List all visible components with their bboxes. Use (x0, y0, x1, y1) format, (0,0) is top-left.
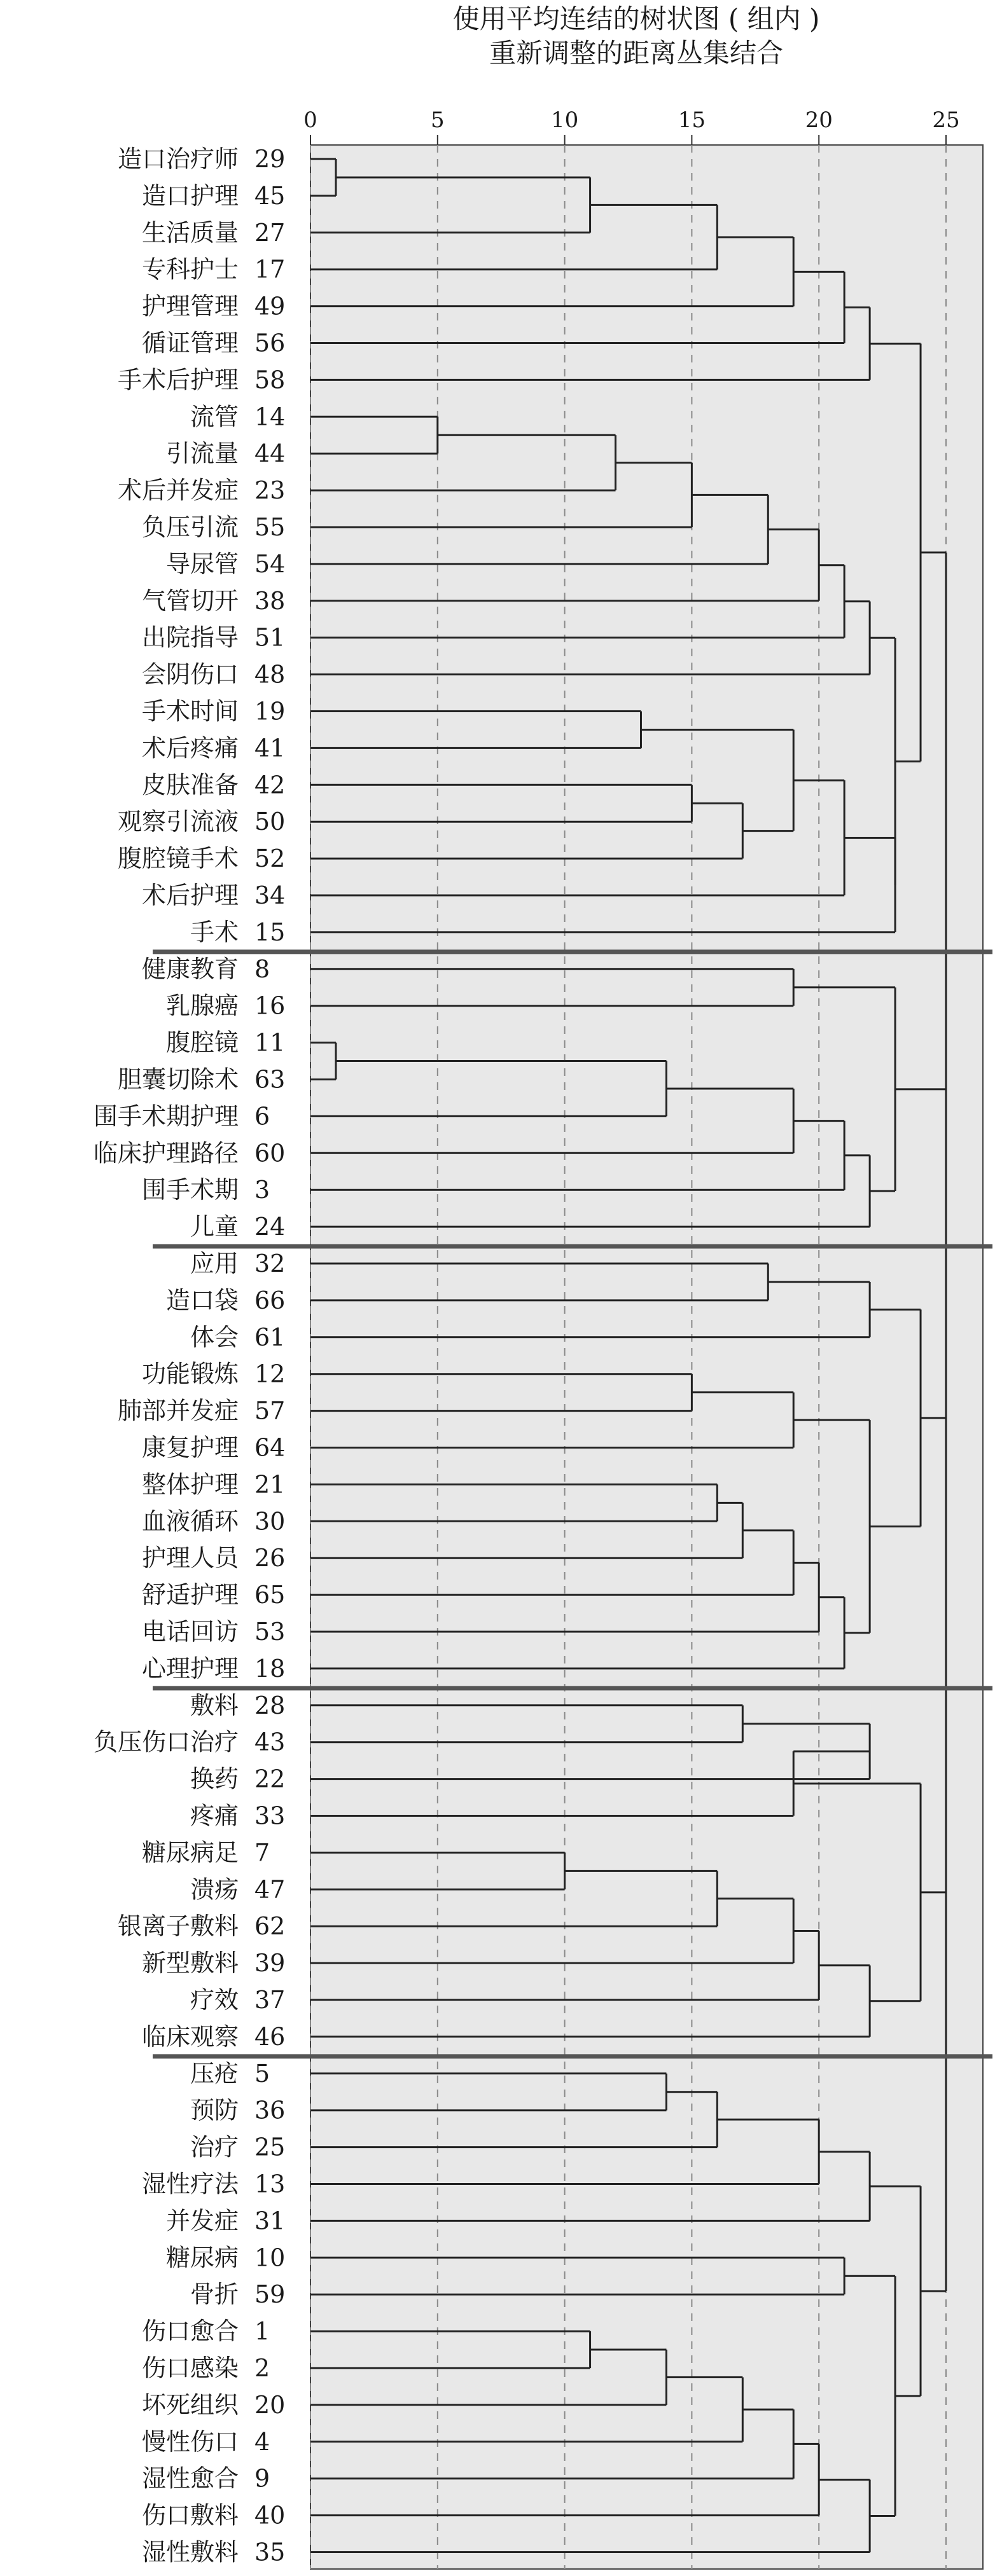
leaf-id: 54 (254, 549, 286, 578)
leaf-id: 40 (254, 2501, 286, 2530)
leaf-label: 手术后护理 (117, 366, 239, 394)
leaf-id: 21 (254, 1470, 286, 1499)
leaf-label: 新型敷料 (141, 1949, 239, 1978)
leaf-id: 65 (254, 1581, 286, 1609)
leaf-id: 55 (254, 513, 286, 541)
leaf-id: 62 (254, 1912, 286, 1941)
leaf-label: 观察引流液 (117, 808, 239, 836)
leaf-id: 52 (254, 844, 286, 873)
leaf-id: 35 (254, 2538, 286, 2566)
leaf-id: 17 (254, 255, 286, 284)
leaf-id: 6 (254, 1102, 270, 1131)
x-tick-label: 15 (678, 107, 706, 133)
leaf-label: 伤口感染 (141, 2354, 239, 2382)
leaf-id: 24 (254, 1213, 286, 1241)
leaf-id: 19 (254, 697, 286, 726)
leaf-label: 功能锻炼 (141, 1360, 239, 1388)
leaf-label: 湿性疗法 (141, 2170, 239, 2198)
leaf-id: 59 (254, 2280, 286, 2309)
leaf-id: 12 (254, 1360, 286, 1388)
x-tick-label: 10 (550, 107, 579, 133)
leaf-id: 14 (254, 403, 286, 431)
leaf-label: 手术 (190, 918, 239, 946)
leaf-id: 10 (254, 2243, 286, 2272)
leaf-id: 46 (254, 2022, 286, 2051)
leaf-id: 11 (254, 1028, 286, 1057)
leaf-id: 60 (254, 1139, 286, 1167)
chart-subtitle: 重新调整的距离丛集结合 (489, 38, 784, 69)
leaf-id: 2 (254, 2354, 270, 2382)
leaf-id: 30 (254, 1507, 286, 1536)
leaf-label: 糖尿病足 (141, 1838, 239, 1867)
leaf-label: 溃疡 (190, 1875, 239, 1904)
leaf-label: 并发症 (165, 2207, 239, 2235)
plot-panel (310, 145, 983, 2569)
leaf-id: 56 (254, 329, 286, 357)
leaf-id: 20 (254, 2390, 286, 2419)
x-axis-ticks (303, 107, 959, 145)
leaf-label: 围手术期护理 (93, 1102, 239, 1131)
leaf-label: 整体护理 (141, 1470, 239, 1499)
leaf-id: 9 (254, 2464, 270, 2493)
leaf-id: 45 (254, 181, 286, 210)
leaf-label: 电话回访 (141, 1618, 239, 1646)
leaf-id: 15 (254, 918, 286, 946)
leaf-label: 护理管理 (141, 292, 239, 320)
leaf-label: 造口治疗师 (117, 145, 239, 173)
leaf-label: 湿性敷料 (141, 2538, 239, 2566)
leaf-label: 疗效 (190, 1986, 239, 2014)
x-tick-label: 20 (805, 107, 833, 133)
leaf-id: 66 (254, 1286, 286, 1314)
leaf-label: 会阴伤口 (141, 660, 239, 689)
leaf-label: 糖尿病 (165, 2243, 239, 2272)
leaf-label: 生活质量 (141, 218, 239, 247)
leaf-id: 23 (254, 476, 286, 505)
leaf-id: 41 (254, 734, 286, 762)
leaf-id: 5 (254, 2059, 270, 2088)
leaf-label: 舒适护理 (141, 1581, 239, 1609)
leaf-id: 37 (254, 1986, 286, 2014)
leaf-label: 心理护理 (141, 1654, 239, 1683)
leaf-label: 慢性伤口 (141, 2427, 239, 2456)
leaf-label: 围手术期 (141, 1176, 239, 1204)
leaf-id: 33 (254, 1801, 286, 1830)
leaf-id: 44 (254, 439, 286, 468)
leaf-label: 敷料 (190, 1691, 239, 1719)
leaf-label: 疼痛 (190, 1801, 239, 1830)
leaf-id: 16 (254, 991, 286, 1020)
leaf-id: 25 (254, 2133, 286, 2161)
leaf-label: 流管 (190, 403, 239, 431)
leaf-label: 手术时间 (141, 697, 239, 726)
leaf-id: 50 (254, 808, 286, 836)
leaf-label: 气管切开 (141, 586, 239, 615)
leaf-label: 临床观察 (141, 2022, 239, 2051)
leaf-label: 循证管理 (141, 329, 239, 357)
leaf-label: 术后护理 (141, 881, 239, 909)
leaf-id: 58 (254, 366, 286, 394)
leaf-label: 换药 (190, 1765, 239, 1793)
leaf-id: 39 (254, 1949, 286, 1978)
leaf-label: 银离子敷料 (117, 1912, 239, 1941)
leaf-label: 导尿管 (165, 549, 239, 578)
leaf-label: 负压引流 (141, 513, 239, 541)
leaf-id: 42 (254, 771, 286, 799)
leaf-label: 体会 (190, 1323, 239, 1351)
leaf-id: 8 (254, 954, 270, 983)
leaf-label: 腹腔镜 (165, 1028, 239, 1057)
leaf-label: 应用 (190, 1250, 239, 1278)
leaf-label: 术后并发症 (117, 476, 239, 505)
leaf-id: 27 (254, 218, 286, 247)
leaf-label: 造口护理 (141, 181, 239, 210)
leaf-label: 治疗 (190, 2133, 239, 2161)
leaf-id: 57 (254, 1396, 286, 1425)
leaf-id: 7 (254, 1838, 270, 1867)
leaf-label: 临床护理路径 (93, 1139, 239, 1167)
x-tick-label: 0 (303, 107, 317, 133)
leaf-labels (94, 145, 285, 2566)
leaf-id: 3 (254, 1176, 270, 1204)
leaf-id: 43 (254, 1728, 286, 1756)
leaf-id: 63 (254, 1065, 286, 1094)
leaf-id: 1 (254, 2317, 270, 2346)
leaf-label: 负压伤口治疗 (93, 1728, 239, 1756)
leaf-label: 专科护士 (141, 255, 239, 284)
leaf-id: 38 (254, 586, 286, 615)
leaf-label: 造口袋 (165, 1286, 239, 1314)
leaf-label: 腹腔镜手术 (117, 844, 239, 873)
leaf-label: 皮肤准备 (141, 771, 239, 799)
leaf-id: 49 (254, 292, 286, 320)
leaf-id: 47 (254, 1875, 286, 1904)
leaf-label: 肺部并发症 (117, 1396, 239, 1425)
leaf-label: 护理人员 (141, 1544, 239, 1573)
leaf-id: 36 (254, 2096, 286, 2125)
leaf-label: 压疮 (190, 2059, 239, 2088)
leaf-id: 51 (254, 623, 286, 652)
chart-title: 使用平均连结的树状图 ( 组内 ) (452, 3, 820, 34)
leaf-id: 61 (254, 1323, 286, 1351)
leaf-id: 13 (254, 2170, 286, 2198)
leaf-label: 骨折 (190, 2280, 239, 2309)
leaf-id: 53 (254, 1618, 286, 1646)
leaf-id: 22 (254, 1765, 286, 1793)
leaf-id: 31 (254, 2207, 286, 2235)
leaf-label: 引流量 (165, 439, 239, 468)
leaf-id: 48 (254, 660, 286, 689)
leaf-label: 预防 (190, 2096, 239, 2125)
leaf-id: 4 (254, 2427, 270, 2456)
leaf-label: 伤口愈合 (141, 2317, 239, 2346)
x-tick-label: 25 (932, 107, 960, 133)
leaf-id: 26 (254, 1544, 286, 1573)
leaf-label: 术后疼痛 (141, 734, 239, 762)
leaf-id: 32 (254, 1250, 286, 1278)
x-tick-label: 5 (430, 107, 445, 133)
leaf-label: 湿性愈合 (141, 2464, 239, 2493)
leaf-label: 坏死组织 (141, 2390, 239, 2419)
leaf-label: 血液循环 (141, 1507, 239, 1536)
leaf-label: 儿童 (190, 1213, 239, 1241)
leaf-id: 28 (254, 1691, 286, 1719)
leaf-id: 34 (254, 881, 286, 909)
leaf-label: 胆囊切除术 (117, 1065, 239, 1094)
leaf-label: 出院指导 (141, 623, 239, 652)
leaf-id: 29 (254, 145, 286, 173)
leaf-label: 康复护理 (141, 1433, 239, 1462)
leaf-label: 乳腺癌 (165, 991, 239, 1020)
leaf-label: 伤口敷料 (141, 2501, 239, 2530)
leaf-label: 健康教育 (141, 954, 239, 983)
leaf-id: 64 (254, 1433, 286, 1462)
leaf-id: 18 (254, 1654, 286, 1683)
